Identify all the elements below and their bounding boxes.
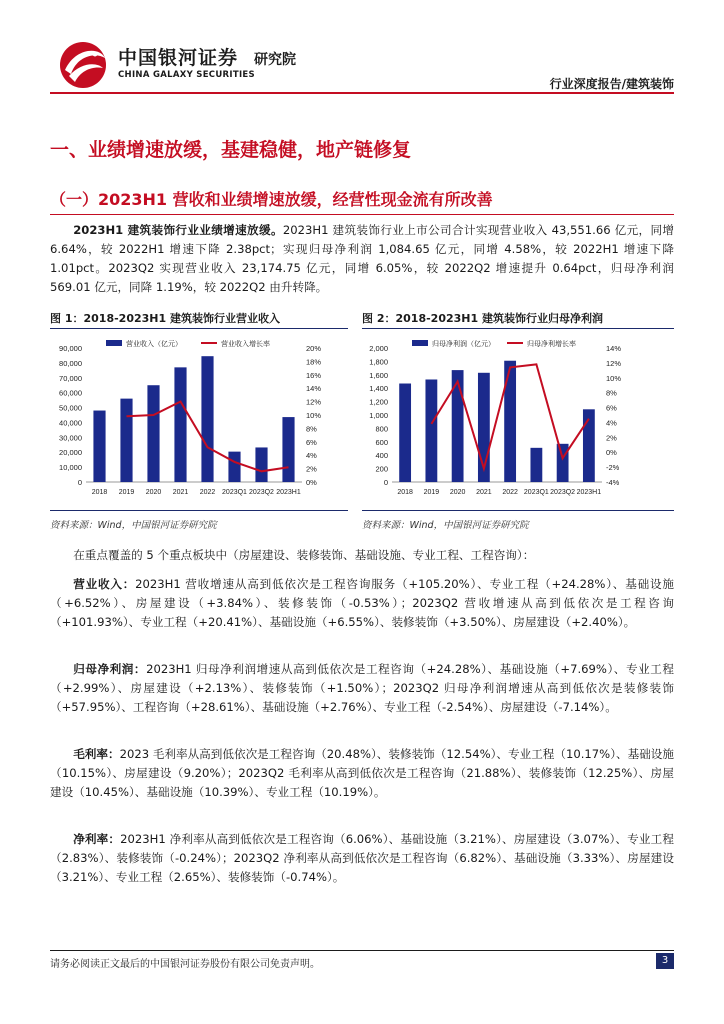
left-axis-tick: 90,000: [59, 344, 82, 353]
right-axis-tick: -4%: [606, 478, 620, 487]
right-axis-tick: 10%: [306, 411, 322, 420]
left-axis-tick: 0: [383, 478, 388, 487]
left-axis-tick: 0: [77, 478, 82, 487]
bar-2021: [174, 367, 186, 482]
intro-body: 2023H1 建筑装饰行业上市公司合计实现营业收入 43,551.66 亿元，同增 6.64%，较 2022H1 增速下降 2.38pct；实现归母净利润 1,084.65 亿元，同增 4.58%，较 2022H1 增速下降 1.01pct。2023Q2 实现营业收入 23,174.75 亿元，同增 6.05%，较 2022Q2 增速提升 0.64pct，归母净利润 569.01 亿元，同降 1.19%，较 2022Q2 由升转降。: [50, 223, 674, 294]
net-profit-lead: 归母净利润：: [73, 662, 147, 676]
left-axis-tick: 400: [375, 451, 388, 461]
figure-2-rule: [362, 328, 674, 329]
revenue-body: 2023H1 营收增速从高到低依次是工程咨询服务（+105.20%）、专业工程（+24.28%）、基础设施（+6.52%）、房屋建设（+3.84%）、装修装饰（-0.53%）；2023Q2 营收增速从高到低依次是工程咨询（+101.93%）、专业工程（+20.41%）、基础设施（+6.55%）、装修装饰（+3.50%）、房屋建设（+2.40%）。: [50, 577, 674, 629]
revenue-paragraph: [50, 575, 674, 632]
left-axis-tick: 1,200: [369, 397, 388, 407]
right-axis-tick: 14%: [306, 384, 322, 394]
right-axis-tick: 8%: [606, 388, 617, 398]
right-axis-tick: 2%: [606, 433, 617, 443]
figure-2-caption: 图 2：2018-2023H1 建筑装饰行业归母净利润: [362, 312, 603, 325]
figure-1-source: 资料来源：Wind，中国银河证券研究院: [50, 520, 217, 531]
category-label: 2021: [476, 489, 492, 496]
right-axis-tick: 16%: [306, 370, 322, 380]
bar-2023Q1: [530, 448, 542, 482]
category-label: 2020: [449, 489, 466, 496]
right-axis-tick: 10%: [606, 373, 622, 383]
legend-bar-swatch: [412, 340, 428, 346]
net-margin-paragraph: [50, 830, 674, 887]
category-label: 2023H1: [276, 489, 301, 496]
category-label: 2018: [397, 489, 413, 496]
right-axis-tick: 18%: [306, 357, 322, 367]
right-axis-tick: 2%: [306, 464, 317, 474]
footer-divider: [50, 950, 674, 951]
right-axis-tick: -2%: [606, 463, 620, 473]
category-label: 2019: [118, 489, 135, 496]
intro-lead: 2023H1 建筑装饰行业业绩增速放缓。: [73, 223, 283, 237]
gross-margin-body: 2023 毛利率从高到低依次是工程咨询（20.48%）、装修装饰（12.54%）、专业工程（10.17%）、基础设施（10.15%）、房屋建设（9.20%）；2023Q2 毛利率从高到低依次是工程咨询（21.88%）、装修装饰（12.25%）、房屋建设（10.45%）、基础设施（10.39%）、专业工程（10.19%）。: [50, 747, 674, 799]
right-axis-tick: 14%: [606, 344, 622, 353]
category-label: 2020: [145, 489, 162, 496]
institute-label: 研究院: [254, 52, 296, 68]
brand-name-cn: 中国银河证券: [118, 47, 239, 69]
category-label: 2023Q1: [222, 489, 247, 496]
left-axis-tick: 2,000: [369, 344, 388, 353]
legend-line-label: 归母净利增长率: [527, 341, 576, 348]
right-axis-tick: 6%: [606, 403, 617, 413]
right-axis-tick: 0%: [606, 448, 617, 458]
left-axis-tick: 50,000: [59, 403, 82, 413]
category-label: 2023Q2: [550, 489, 576, 496]
left-axis-tick: 30,000: [59, 433, 82, 443]
footer-disclaimer: 请务必阅读正文最后的中国银河证券股份有限公司免责声明。: [50, 959, 320, 970]
category-label: 2023Q2: [249, 489, 274, 496]
brand-name-en: CHINA GALAXY SECURITIES: [118, 70, 255, 80]
figure-1-caption: 图 1：2018-2023H1 建筑装饰行业营业收入: [50, 312, 280, 325]
legend-bar-label: 归母净利润（亿元）: [432, 341, 495, 348]
revenue-chart: [50, 336, 350, 506]
left-axis-tick: 20,000: [59, 448, 82, 458]
bar-2018: [399, 384, 411, 482]
gross-margin-lead: 毛利率：: [73, 747, 120, 761]
net-profit-paragraph: [50, 660, 674, 717]
category-label: 2019: [423, 489, 440, 496]
right-axis-tick: 4%: [606, 418, 617, 428]
left-axis-tick: 40,000: [59, 418, 82, 428]
report-type: 行业深度报告/建筑装饰: [549, 77, 674, 91]
figure-1-bottom-rule: [50, 510, 348, 511]
figure-2-bottom-rule: [362, 510, 674, 511]
right-axis-tick: 6%: [306, 437, 317, 447]
left-axis-tick: 800: [375, 424, 388, 434]
left-axis-tick: 600: [375, 437, 388, 447]
page-number: 3: [656, 953, 674, 969]
subsection-heading: （一）2023H1 营收和业绩增速放缓，经营性现金流有所改善: [50, 190, 493, 209]
right-axis-tick: 20%: [306, 344, 322, 353]
left-axis-tick: 80,000: [59, 358, 82, 368]
bar-2022: [504, 361, 516, 482]
left-axis-tick: 1,000: [369, 411, 388, 420]
left-axis-tick: 1,800: [369, 357, 388, 367]
category-label: 2023H1: [576, 489, 602, 496]
right-axis-tick: 8%: [306, 424, 317, 434]
left-axis-tick: 70,000: [59, 373, 82, 383]
bar-2023H1: [282, 417, 294, 482]
category-label: 2022: [199, 489, 216, 496]
left-axis-tick: 200: [375, 464, 388, 474]
right-axis-tick: 12%: [306, 397, 322, 407]
bar-2023Q2: [255, 447, 267, 482]
right-axis-tick: 0%: [306, 478, 317, 487]
bar-2023Q2: [557, 444, 569, 482]
intro-paragraph: [50, 221, 674, 297]
net-margin-lead: 净利率：: [73, 832, 121, 846]
category-label: 2023Q1: [523, 489, 549, 496]
gross-margin-paragraph: [50, 745, 674, 802]
revenue-lead: 营业收入：: [73, 577, 136, 591]
subsection-divider: [50, 214, 674, 215]
galaxy-logo: [55, 40, 111, 90]
bar-2019: [120, 399, 132, 482]
net-profit-body: 2023H1 归母净利润增速从高到低依次是工程咨询（+24.28%）、基础设施（+7.69%）、专业工程（+2.99%）、房屋建设（+2.13%）、装修装饰（+1.50%）；2023Q2 归母净利润增速从高到低依次是装修装饰（+57.95%）、工程咨询（+28.61%）、基础设施（+2.76%）、专业工程（-2.54%）、房屋建设（-7.14%）。: [50, 662, 674, 714]
figure-2-source: 资料来源：Wind，中国银河证券研究院: [362, 520, 529, 531]
left-axis-tick: 60,000: [59, 388, 82, 398]
net-profit-chart: [362, 336, 674, 506]
category-label: 2021: [172, 489, 189, 496]
section-heading: 一、业绩增速放缓，基建稳健，地产链修复: [50, 139, 412, 161]
left-axis-tick: 10,000: [59, 463, 82, 473]
legend-line-label: 营业收入增长率: [221, 341, 270, 348]
sectors-intro: 在重点覆盖的 5 个重点板块中（房屋建设、装修装饰、基础设施、专业工程、工程咨询）：: [73, 548, 535, 562]
bar-2022: [201, 356, 213, 482]
bar-2018: [93, 411, 105, 482]
figure-1-rule: [50, 328, 348, 329]
category-label: 2022: [502, 489, 518, 496]
bar-2023Q1: [228, 452, 240, 482]
category-label: 2018: [91, 489, 108, 496]
bar-2020: [147, 385, 159, 482]
legend-bar-label: 营业收入（亿元）: [126, 341, 182, 348]
right-axis-tick: 12%: [606, 358, 622, 368]
legend-bar-swatch: [106, 340, 122, 346]
right-axis-tick: 4%: [306, 451, 317, 461]
left-axis-tick: 1,400: [369, 384, 388, 394]
header-divider: [50, 92, 674, 94]
net-margin-body: 2023H1 净利率从高到低依次是工程咨询（6.06%）、基础设施（3.21%）、房屋建设（3.07%）、专业工程（2.83%）、装修装饰（-0.24%）；2023Q2 净利率从高到低依次是工程咨询（6.82%）、基础设施（3.33%）、房屋建设（3.21%）、专业工程（2.65%）、装修装饰（-0.74%）。: [50, 832, 674, 884]
bar-2019: [425, 379, 437, 482]
left-axis-tick: 1,600: [369, 370, 388, 380]
